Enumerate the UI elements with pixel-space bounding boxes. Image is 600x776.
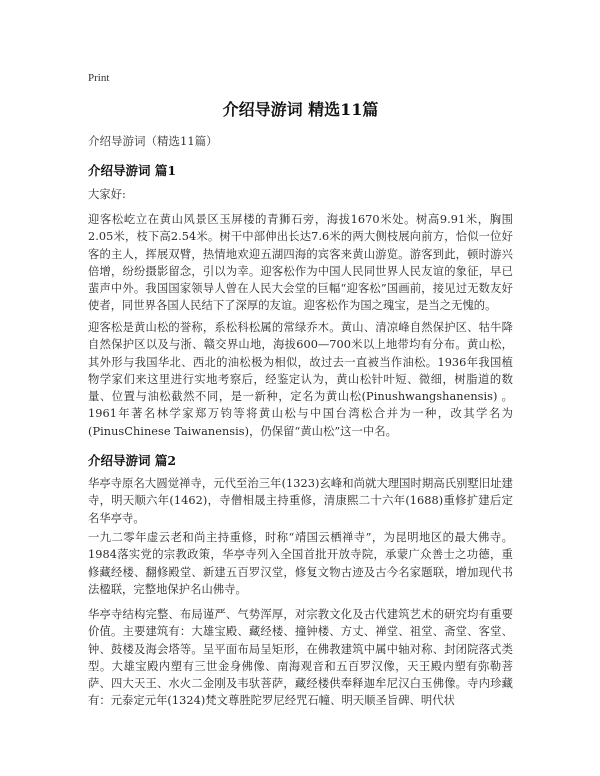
- section-1-greeting: 大家好:: [88, 188, 126, 201]
- section-heading-2: 介绍导游词 篇2: [88, 453, 177, 468]
- section-1-paragraph-1: 迎客松屹立在黄山风景区玉屏楼的青狮石旁，海拔1670米处。树高9.91米，胸围2.05米，枝下高2.54米。树干中部伸出长达7.6米的两大侧枝展向前方，恰似一位好客的主人，挥展双臂，热情地欢迎五湖四海的宾客来黄山游览。游客到此，顿时游兴倍增，纷纷摄影留念，引以为幸。迎客松作为中国人民同世界人民友谊的象征，早已蜚声中外。我国国家领导人曾在人民大会堂的巨幅“迎客松”国画前，接见过无数友好使者，同世界各国人民结下了深厚的友谊。迎客松作为国之瑰宝，是当之无愧的。: [88, 213, 513, 313]
- section-2-paragraph-1: 华亭寺原名大圆觉禅寺，元代至治三年(1323)玄峰和尚就大理国时期高氏别墅旧址建寺，明天顺六年(1462)，寺僧相晟主持重修，清康熙二十六年(1688)重修扩建后定名华亭寺。: [88, 477, 513, 525]
- print-link[interactable]: Print: [88, 72, 110, 84]
- section-2-paragraph-3: 华亭寺结构完整、布局谨严、气势浑厚，对宗教文化及古代建筑艺术的研究均有重要价值。主要建筑有：大雄宝殿、藏经楼、撞钟楼、方丈、禅堂、祖堂、斋堂、客堂、钟、鼓楼及海会塔等。呈平面布局呈矩形，在佛教建筑中属中轴对称、封闭院落式类型。大雄宝殿内塑有三世金身佛像、南海观音和五百罗汉像，天王殿内塑有弥勒菩萨、四大天王、水火二金刚及韦驮菩萨，藏经楼供奉释迦牟尼汉白玉佛像。寺内珍藏有：元泰定元年(1324)梵文尊胜陀罗尼经咒石幢、明天顺圣旨碑、明代状: [88, 608, 513, 708]
- document-subtitle: 介绍导游词（精选11篇）: [88, 134, 218, 148]
- section-heading-1: 介绍导游词 篇1: [88, 163, 177, 178]
- section-2-paragraph-2: 一九二零年虚云老和尚主持重修，时称“靖国云栖禅寺”，为昆明地区的最大佛寺。1984落实党的宗教政策，华亭寺列入全国首批开放寺院，承蒙广众善士之功德，重修藏经楼、翻修殿堂、新建五百罗汉堂，修复文物古迹及古今名家题联，增加现代书法楹联，完整地保护名山佛寺。: [88, 531, 513, 596]
- page-title: 介绍导游词 精选11篇: [222, 100, 379, 119]
- section-1-paragraph-2: 迎客松是黄山松的誉称，系松科松属的常绿乔木。黄山、清凉峰自然保护区、牯牛降自然保护区以及与浙、赣交界山地，海拔600—700米以上地带均有分布。黄山松，其外形与我国华北、西北的油松极为相似，故过去一直被当作油松。1936年我国植物学家们来这里进行实地考察后，经鉴定认为，黄山松针叶短、微细，树脂道的数量、位置与油松截然不同，是一新种，定名为黄山松(Pinushwangshanensis) 。1961年著名林学家郑万钧等将黄山松与中国台湾松合并为一种，改其学名为(PinusChinese Taiwanensis)，仍保留“黄山松”这一中名。: [88, 321, 513, 438]
